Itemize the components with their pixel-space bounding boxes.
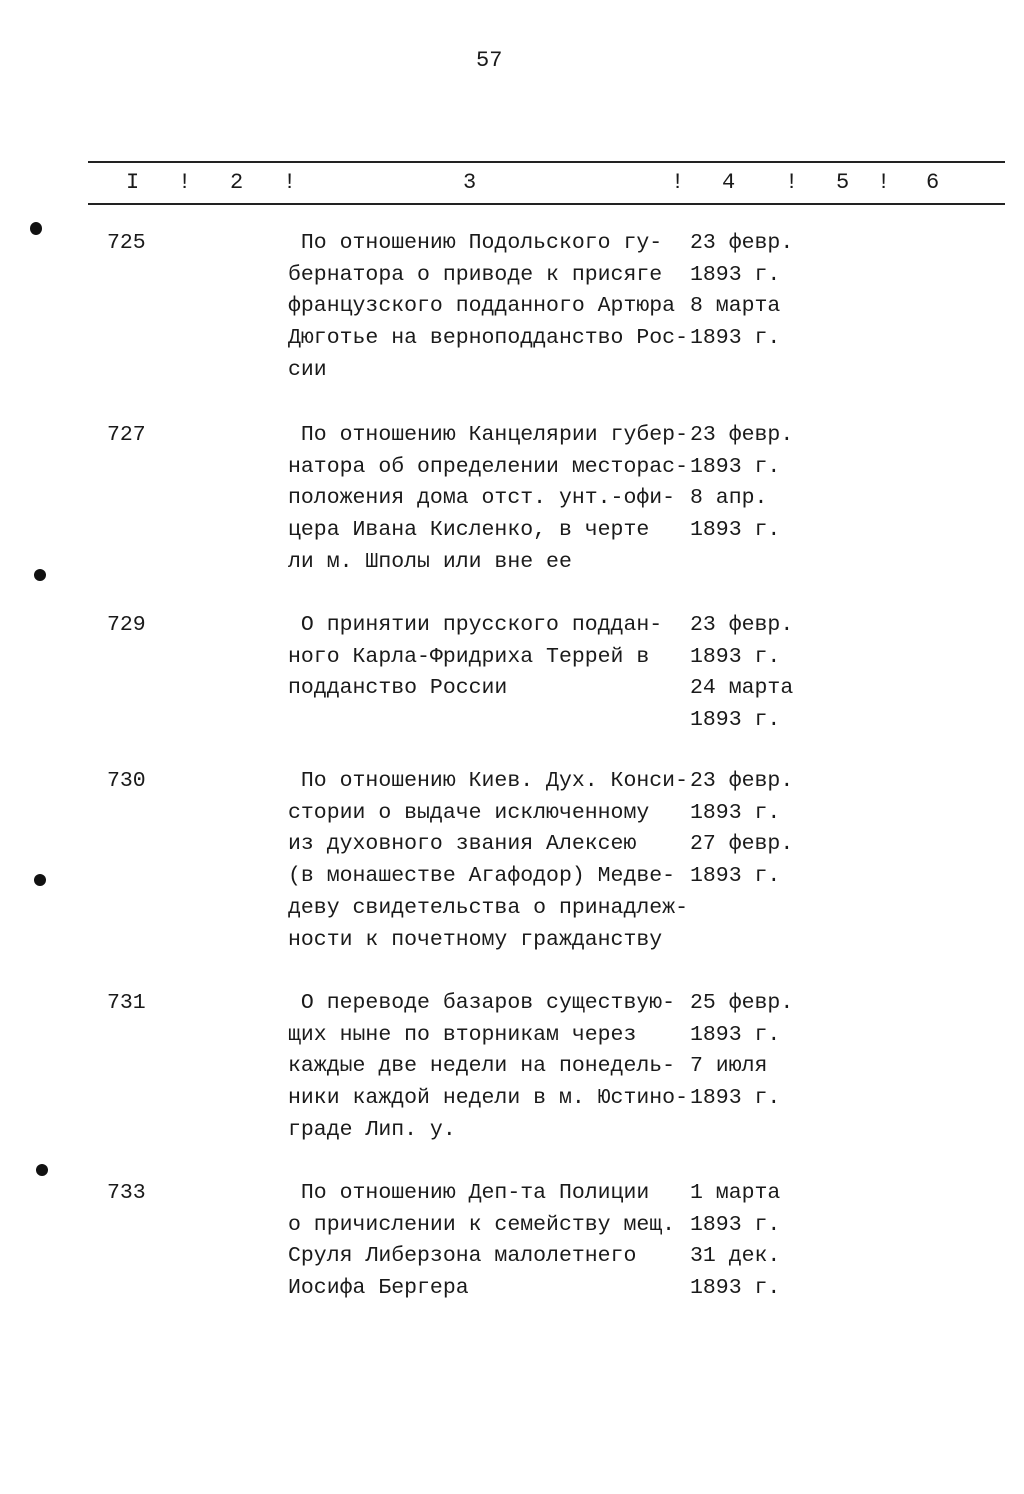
entry-description-line: из духовного звания Алексею [288, 832, 637, 857]
entry-description-line: каждые две недели на понедель- [288, 1054, 676, 1079]
entry-date: 1893 г. [690, 454, 781, 479]
entry-description-line: о причислении к семейству мещ. [288, 1212, 676, 1237]
entry-date: 7 июля [690, 1054, 768, 1079]
column-header: I [126, 170, 140, 195]
column-separator: ! [877, 170, 891, 195]
column-header: 5 [836, 170, 850, 195]
entry-description-line: натора об определении месторас- [288, 454, 688, 479]
entry-description-line: О принятии прусского поддан- [288, 613, 663, 637]
entry-description-line: французского подданного Артюра [288, 294, 676, 319]
entry-description-line: По отношению Подольского гу- [288, 231, 663, 255]
entry-date: 24 марта [690, 676, 794, 701]
column-header: 3 [463, 170, 477, 195]
entry-number: 733 [107, 1181, 146, 1205]
entry-description-line: щих ныне по вторникам через [288, 1022, 637, 1047]
entry-date: 1 марта [690, 1181, 781, 1205]
entry-description-line: По отношению Киев. Дух. Конси- [288, 769, 688, 793]
entry-date: 23 февр. [690, 769, 794, 793]
entry-date: 1893 г. [690, 326, 781, 351]
entry-number: 727 [107, 423, 146, 447]
entry-description-line: бернатора о приводе к присяге [288, 262, 663, 287]
entry-date: 1893 г. [690, 708, 781, 733]
entry-description-line: стории о выдаче исключенному [288, 800, 650, 825]
entry-date: 1893 г. [690, 262, 781, 287]
entry-description-line: подданство России [288, 676, 508, 701]
page-number: 57 [476, 48, 503, 73]
entry-description-line: Дюготье на верноподданство Рос- [288, 326, 688, 351]
entry-date: 23 февр. [690, 423, 794, 447]
entry-description-line: Иосифа Бергера [288, 1276, 469, 1301]
hole-punch-mark [34, 874, 46, 886]
column-header: 6 [926, 170, 940, 195]
entry-description-line: деву свидетельства о принадлеж- [288, 895, 688, 920]
entry-date: 1893 г. [690, 1212, 781, 1237]
hole-punch-mark [36, 1164, 48, 1176]
entry-date: 1893 г. [690, 1022, 781, 1047]
entry-date: 27 февр. [690, 832, 794, 857]
entry-description-line: По отношению Канцелярии губер- [288, 423, 688, 447]
column-separator: ! [785, 170, 799, 195]
entry-description-line: ного Карла-Фридриха Террей в [288, 644, 650, 669]
table-top-rule [88, 161, 1005, 163]
entry-number: 730 [107, 769, 146, 793]
hole-punch-mark [34, 569, 46, 581]
entry-description-line: ли м. Шполы или вне ее [288, 549, 572, 574]
entry-date: 1893 г. [690, 644, 781, 669]
entry-date: 8 апр. [690, 486, 768, 511]
entry-date: 25 февр. [690, 991, 794, 1015]
entry-number: 729 [107, 613, 146, 637]
entry-date: 31 дек. [690, 1244, 781, 1269]
hole-punch-mark [30, 222, 42, 235]
entry-description-line: (в монашестве Агафодор) Медве- [288, 864, 676, 889]
entry-description-line: положения дома отст. унт.-офи- [288, 486, 676, 511]
table-header-rule [88, 203, 1005, 205]
column-header: 4 [722, 170, 736, 195]
entry-date: 1893 г. [690, 1086, 781, 1111]
entry-date: 8 марта [690, 294, 781, 319]
entry-date: 1893 г. [690, 864, 781, 889]
entry-description-line: ности к почетному гражданству [288, 927, 663, 952]
entry-description-line: О переводе базаров существую- [288, 991, 676, 1015]
entry-description-line: ники каждой недели в м. Юстино- [288, 1086, 688, 1111]
column-separator: ! [671, 170, 685, 195]
entry-description-line: цера Ивана Кисленко, в черте [288, 518, 650, 543]
entry-date: 1893 г. [690, 800, 781, 825]
entry-date: 23 февр. [690, 613, 794, 637]
entry-description-line: граде Лип. у. [288, 1117, 456, 1142]
entry-description-line: сии [288, 357, 327, 382]
column-separator: ! [283, 170, 297, 195]
entry-description-line: По отношению Деп-та Полиции [288, 1181, 650, 1205]
entry-date: 1893 г. [690, 518, 781, 543]
entry-date: 1893 г. [690, 1276, 781, 1301]
entry-description-line: Сруля Либерзона малолетнего [288, 1244, 637, 1269]
column-header: 2 [230, 170, 244, 195]
entry-number: 731 [107, 991, 146, 1015]
column-separator: ! [178, 170, 192, 195]
entry-date: 23 февр. [690, 231, 794, 255]
entry-number: 725 [107, 231, 146, 255]
